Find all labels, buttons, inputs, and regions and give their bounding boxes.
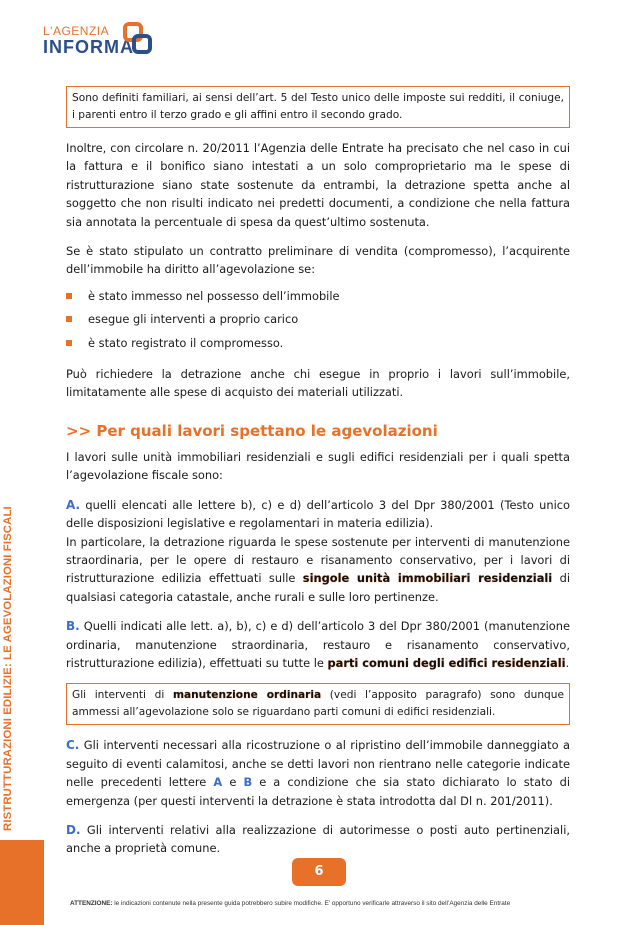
logo-line2: INFORMA (43, 37, 134, 57)
paragraph-intro-lavori: I lavori sulle unità immobiliari residenziali e sugli edifici residenziali per i quali spetta l’agevolazione fiscale sono: (66, 449, 570, 483)
item-b-text1: Quelli indicati alle lett. a), b), c) e d) dell’articolo 3 del Dpr 380/2001 (manutenzione ordinaria, manutenzione straordinaria, restauro e risanamento conservativo, ristrutturazione edilizia), effettuati su tutte le (66, 619, 570, 670)
item-b (66, 617, 570, 672)
item-d (66, 821, 570, 858)
item-c-ref-a: A (213, 775, 223, 790)
page-number: 6 (292, 858, 346, 886)
item-c-mid: e (222, 775, 244, 790)
item-a-highlight: singole unità immobiliari residenziali (302, 571, 553, 586)
item-b-highlight: parti comuni degli edifici residenziali (327, 655, 566, 670)
condition-list (66, 287, 570, 352)
paragraph-circolare: Inoltre, con circolare n. 20/2011 l’Agenzia delle Entrate ha precisato che nel caso in cui la fattura e il bonifico siano intestati a un solo comproprietario ma le spese di ristrutturazione siano state sostenute da entrambi, la detrazione spetta anche al soggetto che non risulti indicato nei predetti documenti, a condizione che nella fattura sia annotata la percentuale di spesa da quest’ultimo sostenuta. (66, 141, 570, 229)
agenzia-informa-logo (43, 20, 153, 60)
item-b-text2: . (565, 655, 570, 670)
item-c-text2: e a condizione che sia stato dichiarato lo stato di emergenza (per questi interventi la detrazione è stata introdotta dal Dl n. 201/2011). (66, 775, 571, 808)
logo-line1: L'AGENZIA (43, 24, 110, 38)
item-a-text2: In particolare, la detrazione riguarda le spese sostenute per interventi di manutenzione straordinaria, per le opere di restauro e risanamento conservativo, per i lavori di ristrutturazione edilizia effettuati sulle (66, 534, 570, 586)
note-manutenzione-ordinaria (66, 683, 570, 725)
item-a-label: A. (66, 497, 81, 512)
footer-text: le indicazioni contenute nella presente guida potrebbero subire modifiche. E’ opportuno verificarle attraverso il sito dell’Agenzia delle Entrate (112, 900, 511, 907)
list-item (66, 310, 570, 328)
sidebar-title: RISTRUTTURAZIONI EDILIZIE: LE AGEVOLAZIONI FISCALI (2, 506, 14, 831)
item-c-ref-b: B (243, 775, 253, 790)
list-item-text: esegue gli interventi a proprio carico (88, 312, 299, 327)
note-familiari: Sono definiti familiari, ai sensi dell’art. 5 del Testo unico delle imposte sui redditi, il coniuge, i parenti entro il terzo grado e gli affini entro il secondo grado. (66, 86, 570, 128)
bullet-square-icon (66, 293, 72, 299)
paragraph-compromesso: Se è stato stipulato un contratto preliminare di vendita (compromesso), l’acquirente dell’immobile ha diritto all’agevolazione se: (66, 244, 570, 277)
list-item (66, 287, 570, 305)
footer-disclaimer (70, 900, 590, 907)
item-a (66, 496, 570, 606)
note2-highlight: manutenzione ordinaria (172, 689, 322, 702)
list-item-text: è stato immesso nel possesso dell’immobile (88, 288, 340, 303)
logo-mark-icon (123, 22, 153, 56)
list-item-text: è stato registrato il compromesso. (88, 335, 284, 350)
footer-bold: ATTENZIONE: (70, 900, 113, 907)
item-a-text3: di qualsiasi categoria catastale, anche rurali e sulle loro pertinenze. (66, 571, 570, 604)
item-a-text1: quelli elencati alle lettere b), c) e d) dell’articolo 3 del Dpr 380/2001 (Testo unico delle disposizioni legislative e regolamentari in materia edilizia). (66, 497, 570, 531)
note2-text2: (vedi l’apposito paragrafo) sono dunque ammessi all’agevolazione solo se riguardano parti comuni di edifici residenziali. (72, 689, 565, 719)
sidebar (0, 455, 44, 925)
main-content (66, 86, 570, 858)
sidebar-orange-block (0, 840, 44, 925)
item-b-label: B. (66, 619, 80, 634)
paragraph-lavori-in-proprio: Può richiedere la detrazione anche chi esegue in proprio i lavori sull’immobile, limitatamente alle spese di acquisto dei materiali utilizzati. (66, 367, 570, 400)
item-d-label: D. (66, 822, 81, 837)
bullet-square-icon (66, 316, 72, 322)
section-heading: >> Per quali lavori spettano le agevolazioni (66, 421, 438, 440)
bullet-square-icon (66, 340, 72, 346)
list-item (66, 334, 570, 352)
item-c (66, 736, 570, 810)
item-d-text1: Gli interventi relativi alla realizzazione di autorimesse o posti auto pertinenziali, anche a proprietà comune. (66, 822, 570, 856)
item-c-label: C. (66, 738, 80, 753)
item-c-text1: Gli interventi necessari alla ricostruzione o al ripristino dell’immobile danneggiato a seguito di eventi calamitosi, anche se detti lavori non rientrano nelle categorie indicate nelle precedenti lettere (66, 738, 570, 790)
note2-text1: Gli interventi di (72, 689, 173, 702)
